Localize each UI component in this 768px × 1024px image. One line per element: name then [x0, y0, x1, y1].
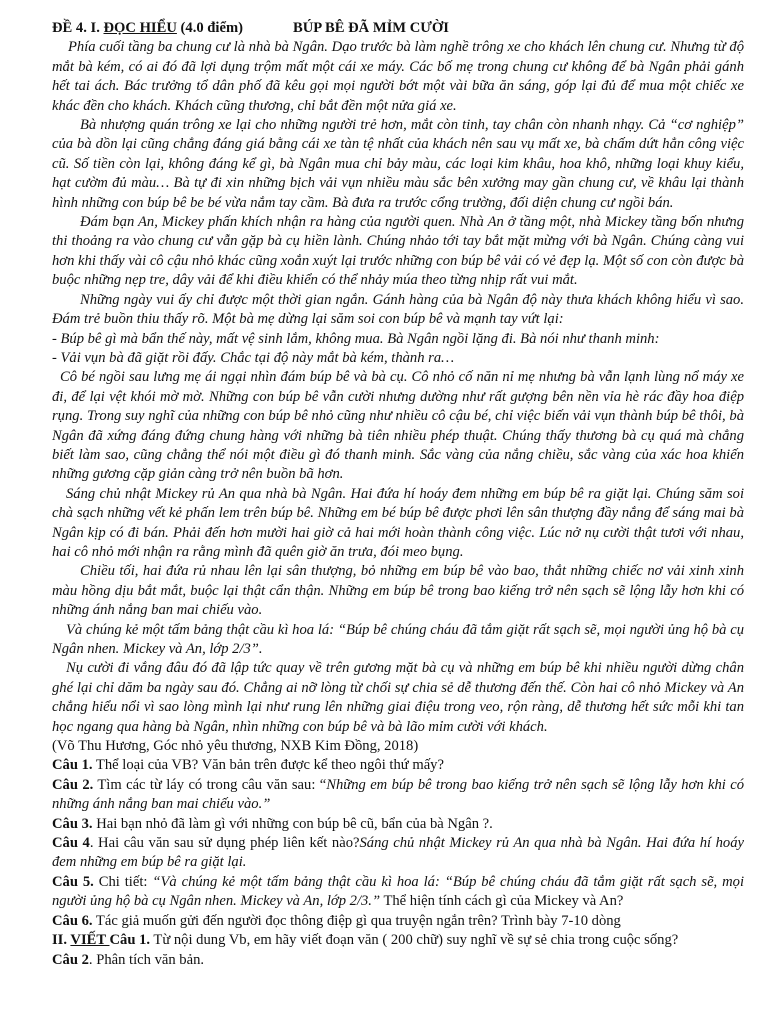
question-2-label: Câu 2. — [52, 776, 94, 793]
question-2-text: Tìm các từ láy có trong câu văn sau: “ — [93, 776, 327, 793]
question-4-label: Câu 4 — [52, 835, 90, 852]
section-reading: ĐỌC HIỂU — [103, 20, 177, 36]
writing-question-2-text: . Phân tích văn bản. — [88, 951, 205, 968]
story-paragraph-8: Và chúng kẻ một tấm bảng thật cầu kì hoa lá: “Búp bê chúng cháu đã tắm giặt rất sạch sẽ, mọi người ủng hộ bà cụ Ngân nhen. Mickey và An, lớp 2/3”. — [52, 621, 744, 657]
question-3 — [52, 815, 744, 834]
writing-question-2 — [52, 951, 744, 970]
writing-section-number: II. — [52, 932, 71, 949]
story-paragraph-4: Những ngày vui ấy chỉ được một thời gian ngắn. Gánh hàng của bà Ngân độ này thưa khách không hiểu vì sao. Đám trẻ buồn thiu thấy rõ. Một bà mẹ dừng lại săm soi con búp bê và mạnh tay vứt lại: — [52, 291, 744, 328]
question-5-label: Câu 5. — [52, 873, 94, 890]
question-6-text: Tác giả muốn gửi đến người đọc thông điệp gì qua truyện ngắn trên? Trình bày 7-10 dòng — [92, 912, 621, 929]
question-1-text: Thể loại của VB? Văn bản trên được kể theo ngôi thứ mấy? — [92, 757, 444, 774]
question-5-text-b: Thể hiện tính cách gì của Mickey và An? — [380, 893, 624, 910]
exam-number: ĐỀ 4. I. — [52, 20, 100, 36]
story-paragraph-3: Đám bạn An, Mickey phấn khích nhận ra hàng của người quen. Nhà An ở tầng một, nhà Mickey tầng bốn nhưng thi thoảng ra vào chung cư vẫn gặp bà cụ hiền lành. Chúng nhảo tới tay bắt mặt mừng với bà Ngân. Chúng càng vui hơn khi thấy vài cô cậu nhỏ khác cũng xoắn xuýt lại trước những con búp bê vải có vẻ đẹp lạ. Một số con còn được bà buộc những nẹp tre, dây vải để khi điều khiển có thể nhảy múa theo từng nhịp rất vui mắt. — [52, 214, 744, 289]
story-dialogue-1: - Búp bê gì mà bẩn thế này, mất vệ sinh lắm, không mua. Bà Ngân ngồi lặng đi. Bà nói như thanh minh: — [52, 330, 660, 347]
writing-question-2-label: Câu 2 — [52, 951, 89, 968]
writing-question-1 — [52, 931, 744, 950]
story-dialogue-2: - Vải vụn bà đã giặt rồi đấy. Chắc tại độ này mắt bà kém, thành ra… — [52, 349, 455, 366]
question-6-label: Câu 6. — [52, 912, 93, 929]
question-2 — [52, 776, 744, 815]
question-4-text: . Hai câu văn sau sử dụng phép liên kết nào? — [89, 835, 360, 852]
section-points: (4.0 điểm) — [180, 20, 243, 36]
question-6 — [52, 912, 744, 931]
question-1-label: Câu 1. — [52, 757, 93, 774]
question-5 — [52, 873, 744, 912]
writing-question-1-label: Câu 1. — [109, 932, 151, 949]
question-5-quote: “Và chúng kẻ một tấm bảng thật cầu kì hoa lá: “Búp bê chúng cháu đã tắm giặt rất sạch sẽ, mọi người ủng hộ bà cụ Ngân nhen. Mickey và An, lớp 2/3.” — [52, 873, 745, 910]
story-paragraph-7: Chiều tối, hai đứa rủ nhau lên lại sân thượng, bỏ những em búp bê vào bao, thắt những chiếc nơ vải xinh xinh màu hồng dịu bắt mắt, buộc lại thật cẩn thận. Những em búp bê trong bao kiếng trở nên sạch sẽ lộng lẫy hơn khi có những ánh nắng ban mai chiếu vào. — [52, 563, 744, 619]
story-paragraph-5: Cô bé ngồi sau lưng mẹ ái ngại nhìn đám búp bê và bà cụ. Cô nhỏ cố năn nỉ mẹ nhưng bà vẫn lạnh lùng nổ máy xe đi, để lại vệt khói mờ mờ. Những con búp bê vẫn cười nhưng dường như rất gượng bên nền vỉa hè rác đầy hoa điệp rụng. Trong suy nghĩ của những con búp bê nhỏ cũng như nhiều cô cậu bé, chỉ việc biến vải vụn thành búp bê thôi, bà Ngân đã xứng đáng đứng chung hàng với những bà tiên nhiều phép thuật. Chúng thấy thương bà cụ quá mà chẳng biết làm sao, cũng chẳng thể nói một điều gì đó thanh minh. Sắc vàng của nắng chiều, sắc vàng của xác hoa khiến những gương cặp giản càng trở nên buồn bã hơn. — [52, 369, 744, 483]
story-paragraph-6: Sáng chủ nhật Mickey rủ An qua nhà bà Ngân. Hai đứa hí hoáy đem những em búp bê ra giặt lại. Chúng săm soi chà sạch những vết kẻ phấn lem trên búp bê. Những em bé búp bê được phơi lên sân thượng đầy nắng để sáng mai bà Ngân kịp có đi bán. Phải đến hơn mười hai giờ cả hai mới hoàn thành công việc. Lúc nở nụ cười thật tươi với nhau, hai cô nhỏ mới nhận ra rằng mình đã quên giờ ăn trưa, đói meo bụng. — [52, 485, 744, 560]
story-paragraph-1: Phía cuối tầng ba chung cư là nhà bà Ngân. Dạo trước bà làm nghề trông xe cho khách lên chung cư. Nhưng từ độ mắt bà kém, có ai đó đã lợi dụng trộm mất một cái xe máy. Các bố mẹ trong chung cư không để bà Ngân phải gánh hết tai ách. Bác trưởng tổ dân phố đã kêu gọi mọi người bớt một vài bữa ăn sáng, góp lại đủ để mua một chiếc xe khác đền cho khách. Khách cũng thương, chỉ bắt đền một nửa giá xe. — [52, 39, 744, 114]
story-paragraph-2: Bà nhượng quán trông xe lại cho những người trẻ hơn, mắt còn tinh, tay chân còn nhanh nhạy. Cả “cơ nghiệp” của bà dồn lại cũng chẳng đáng giá bằng cái xe tàn tệ nhất của khách nên sau vụ mất xe, bà chấm dứt hẳn công việc cũ. Số tiền còn lại, không đáng kể gì, bà Ngân mua chỉ bảy màu, các loại kim khâu, hoa khô, những loại khuy kiểu, hạt cườm đủ màu… Bà tự đi xin những bịch vải vụn nhiều màu sắc bên xưởng may gần chung cư, về khâu lại thành hình những con búp bê be bé vừa nắm tay cầm. Bà đưa ra trước cổng trường, đối diện chung cư ngồi bán. — [52, 117, 744, 211]
question-3-label: Câu 3. — [52, 815, 93, 832]
story-source: (Võ Thu Hương, Góc nhỏ yêu thương, NXB Kim Đồng, 2018) — [52, 738, 419, 755]
writing-section-title: VIẾT — [70, 932, 110, 949]
story-paragraph-9: Nụ cười đi vắng đâu đó đã lập tức quay về trên gương mặt bà cụ và những em búp bê khi nhiều người dừng chân ghé lại chỉ dăm ba ngày sau đó. Chẳng ai nỡ lòng từ chối sự chia sẻ dễ thương đến thế. Còn hai cô nhỏ Mickey và An chẳng hiểu nổi vì sao lòng mình lại như rung lên những giai điệu trong veo, rộn ràng, dễ thương hết sức mỗi khi tan học ngang qua hàng bà Ngân, nhìn những con búp bê và bà lão mỉm cười với khách. — [52, 660, 744, 735]
story-title: BÚP BÊ ĐÃ MỈM CƯỜI — [292, 20, 449, 36]
question-3-text: Hai bạn nhỏ đã làm gì với những con búp bê cũ, bẩn của bà Ngân ?. — [92, 815, 493, 832]
header-line — [52, 19, 744, 38]
question-4 — [52, 834, 744, 873]
question-4-quote: Sáng chủ nhật Mickey rủ An qua nhà bà Ngân. Hai đứa hí hoáy đem những em búp bê ra giặt lại. — [52, 835, 744, 871]
writing-question-1-text: Từ nội dung Vb, em hãy viết đoạn văn ( 200 chữ) suy nghĩ về sự sẻ chia trong cuộc sống? — [150, 932, 679, 949]
question-5-text-a: Chi tiết: — [93, 873, 153, 890]
question-1 — [52, 756, 744, 775]
question-2-quote: Những em búp bê trong bao kiếng trở nên sạch sẽ lộng lẫy hơn khi có những ánh nắng ban mai chiếu vào.” — [52, 776, 744, 813]
